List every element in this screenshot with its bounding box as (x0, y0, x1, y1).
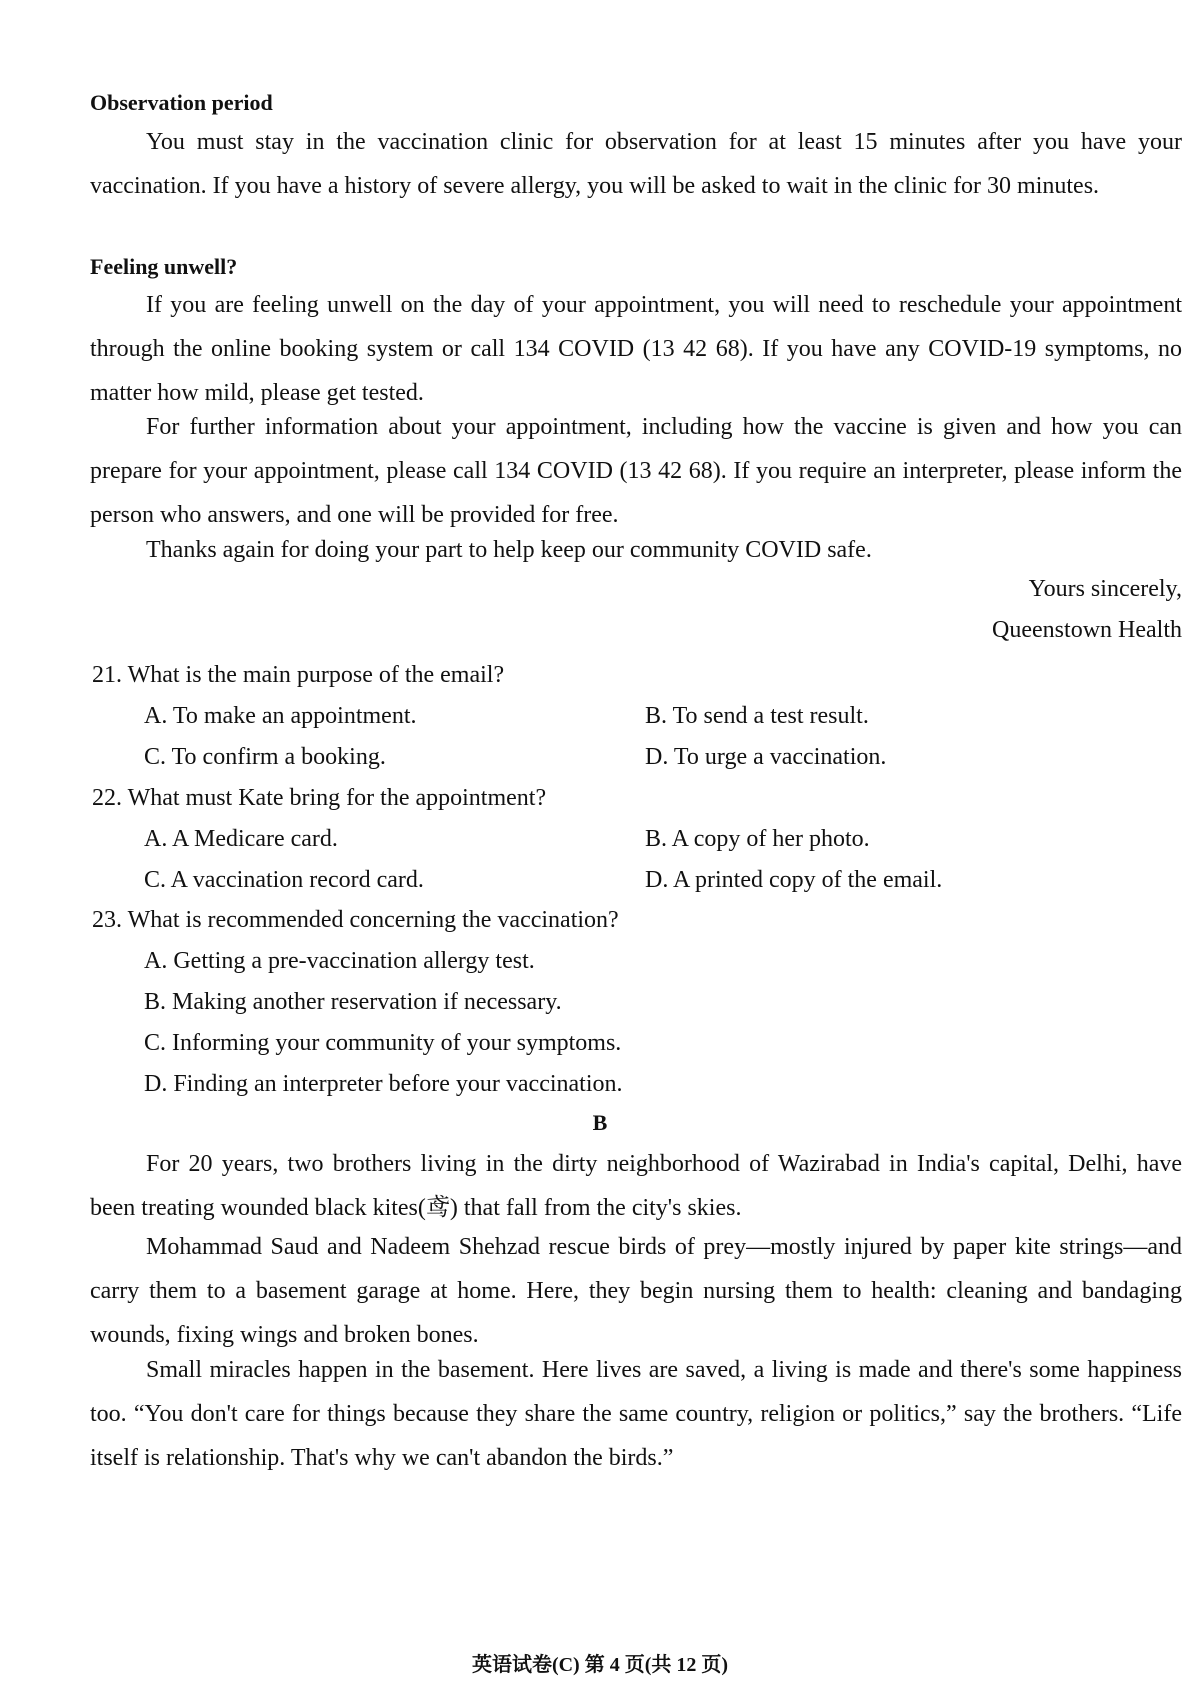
q22-option-d: D. A printed copy of the email. (645, 867, 943, 893)
thanks-paragraph: Thanks again for doing your part to help keep our community COVID safe. (146, 537, 872, 563)
q22-option-a: A. A Medicare card. (144, 826, 338, 852)
q21-option-b: B. To send a test result. (645, 703, 869, 729)
q23-option-b: B. Making another reservation if necessary. (144, 989, 562, 1015)
page-footer: 英语试卷(C) 第 4 页(共 12 页) (471, 1654, 729, 1676)
q21-option-d: D. To urge a vaccination. (645, 744, 887, 770)
unwell-heading: Feeling unwell? (90, 254, 238, 279)
observation-heading: Observation period (90, 90, 273, 115)
q21-option-a: A. To make an appointment. (144, 703, 417, 729)
q21-option-c: C. To confirm a booking. (144, 744, 386, 770)
unwell-paragraph: If you are feeling unwell on the day of your appointment, you will need to reschedule your appointment through the online booking system or call 134 COVID (13 42 68). If you have any COVID-19 symptoms, no matter how mild, please get tested. (90, 292, 1182, 406)
q23-option-c: C. Informing your community of your symptoms. (144, 1030, 622, 1056)
question-21: 21. What is the main purpose of the email? (92, 662, 505, 688)
q23-option-d: D. Finding an interpreter before your vaccination. (144, 1071, 623, 1097)
q22-option-b: B. A copy of her photo. (645, 826, 870, 852)
info-paragraph: For further information about your appointment, including how the vaccine is given and how you can prepare for your appointment, please call 134 COVID (13 42 68). If you require an interpreter, please inform the person who answers, and one will be provided for free. (90, 414, 1182, 528)
section-b-paragraph-3: Small miracles happen in the basement. Here lives are saved, a living is made and there's some happiness too. “You don't care for things because they share the same country, religion or politics,” say the brothers. “Life itself is relationship. That's why we can't abandon the birds.” (90, 1357, 1182, 1471)
question-23: 23. What is recommended concerning the vaccination? (92, 907, 619, 933)
q23-option-a: A. Getting a pre-vaccination allergy test. (144, 948, 535, 974)
section-b-paragraph-1: For 20 years, two brothers living in the dirty neighborhood of Wazirabad in India's capital, Delhi, have been treating wounded black kites(鸢) that fall from the city's skies. (90, 1151, 1182, 1221)
closing-line: Yours sincerely, (1028, 576, 1182, 602)
signature-line: Queenstown Health (992, 617, 1182, 643)
observation-paragraph: You must stay in the vaccination clinic for observation for at least 15 minutes after you have your vaccination. If you have a history of severe allergy, you will be asked to wait in the clinic for 30 minutes. (90, 129, 1182, 199)
section-b-heading: B (592, 1110, 608, 1135)
q22-option-c: C. A vaccination record card. (144, 867, 424, 893)
section-b-paragraph-2: Mohammad Saud and Nadeem Shehzad rescue birds of prey—mostly injured by paper kite strings—and carry them to a basement garage at home. Here, they begin nursing them to health: cleaning and bandaging wounds, fixing wings and broken bones. (90, 1234, 1182, 1348)
question-22: 22. What must Kate bring for the appointment? (92, 785, 547, 811)
